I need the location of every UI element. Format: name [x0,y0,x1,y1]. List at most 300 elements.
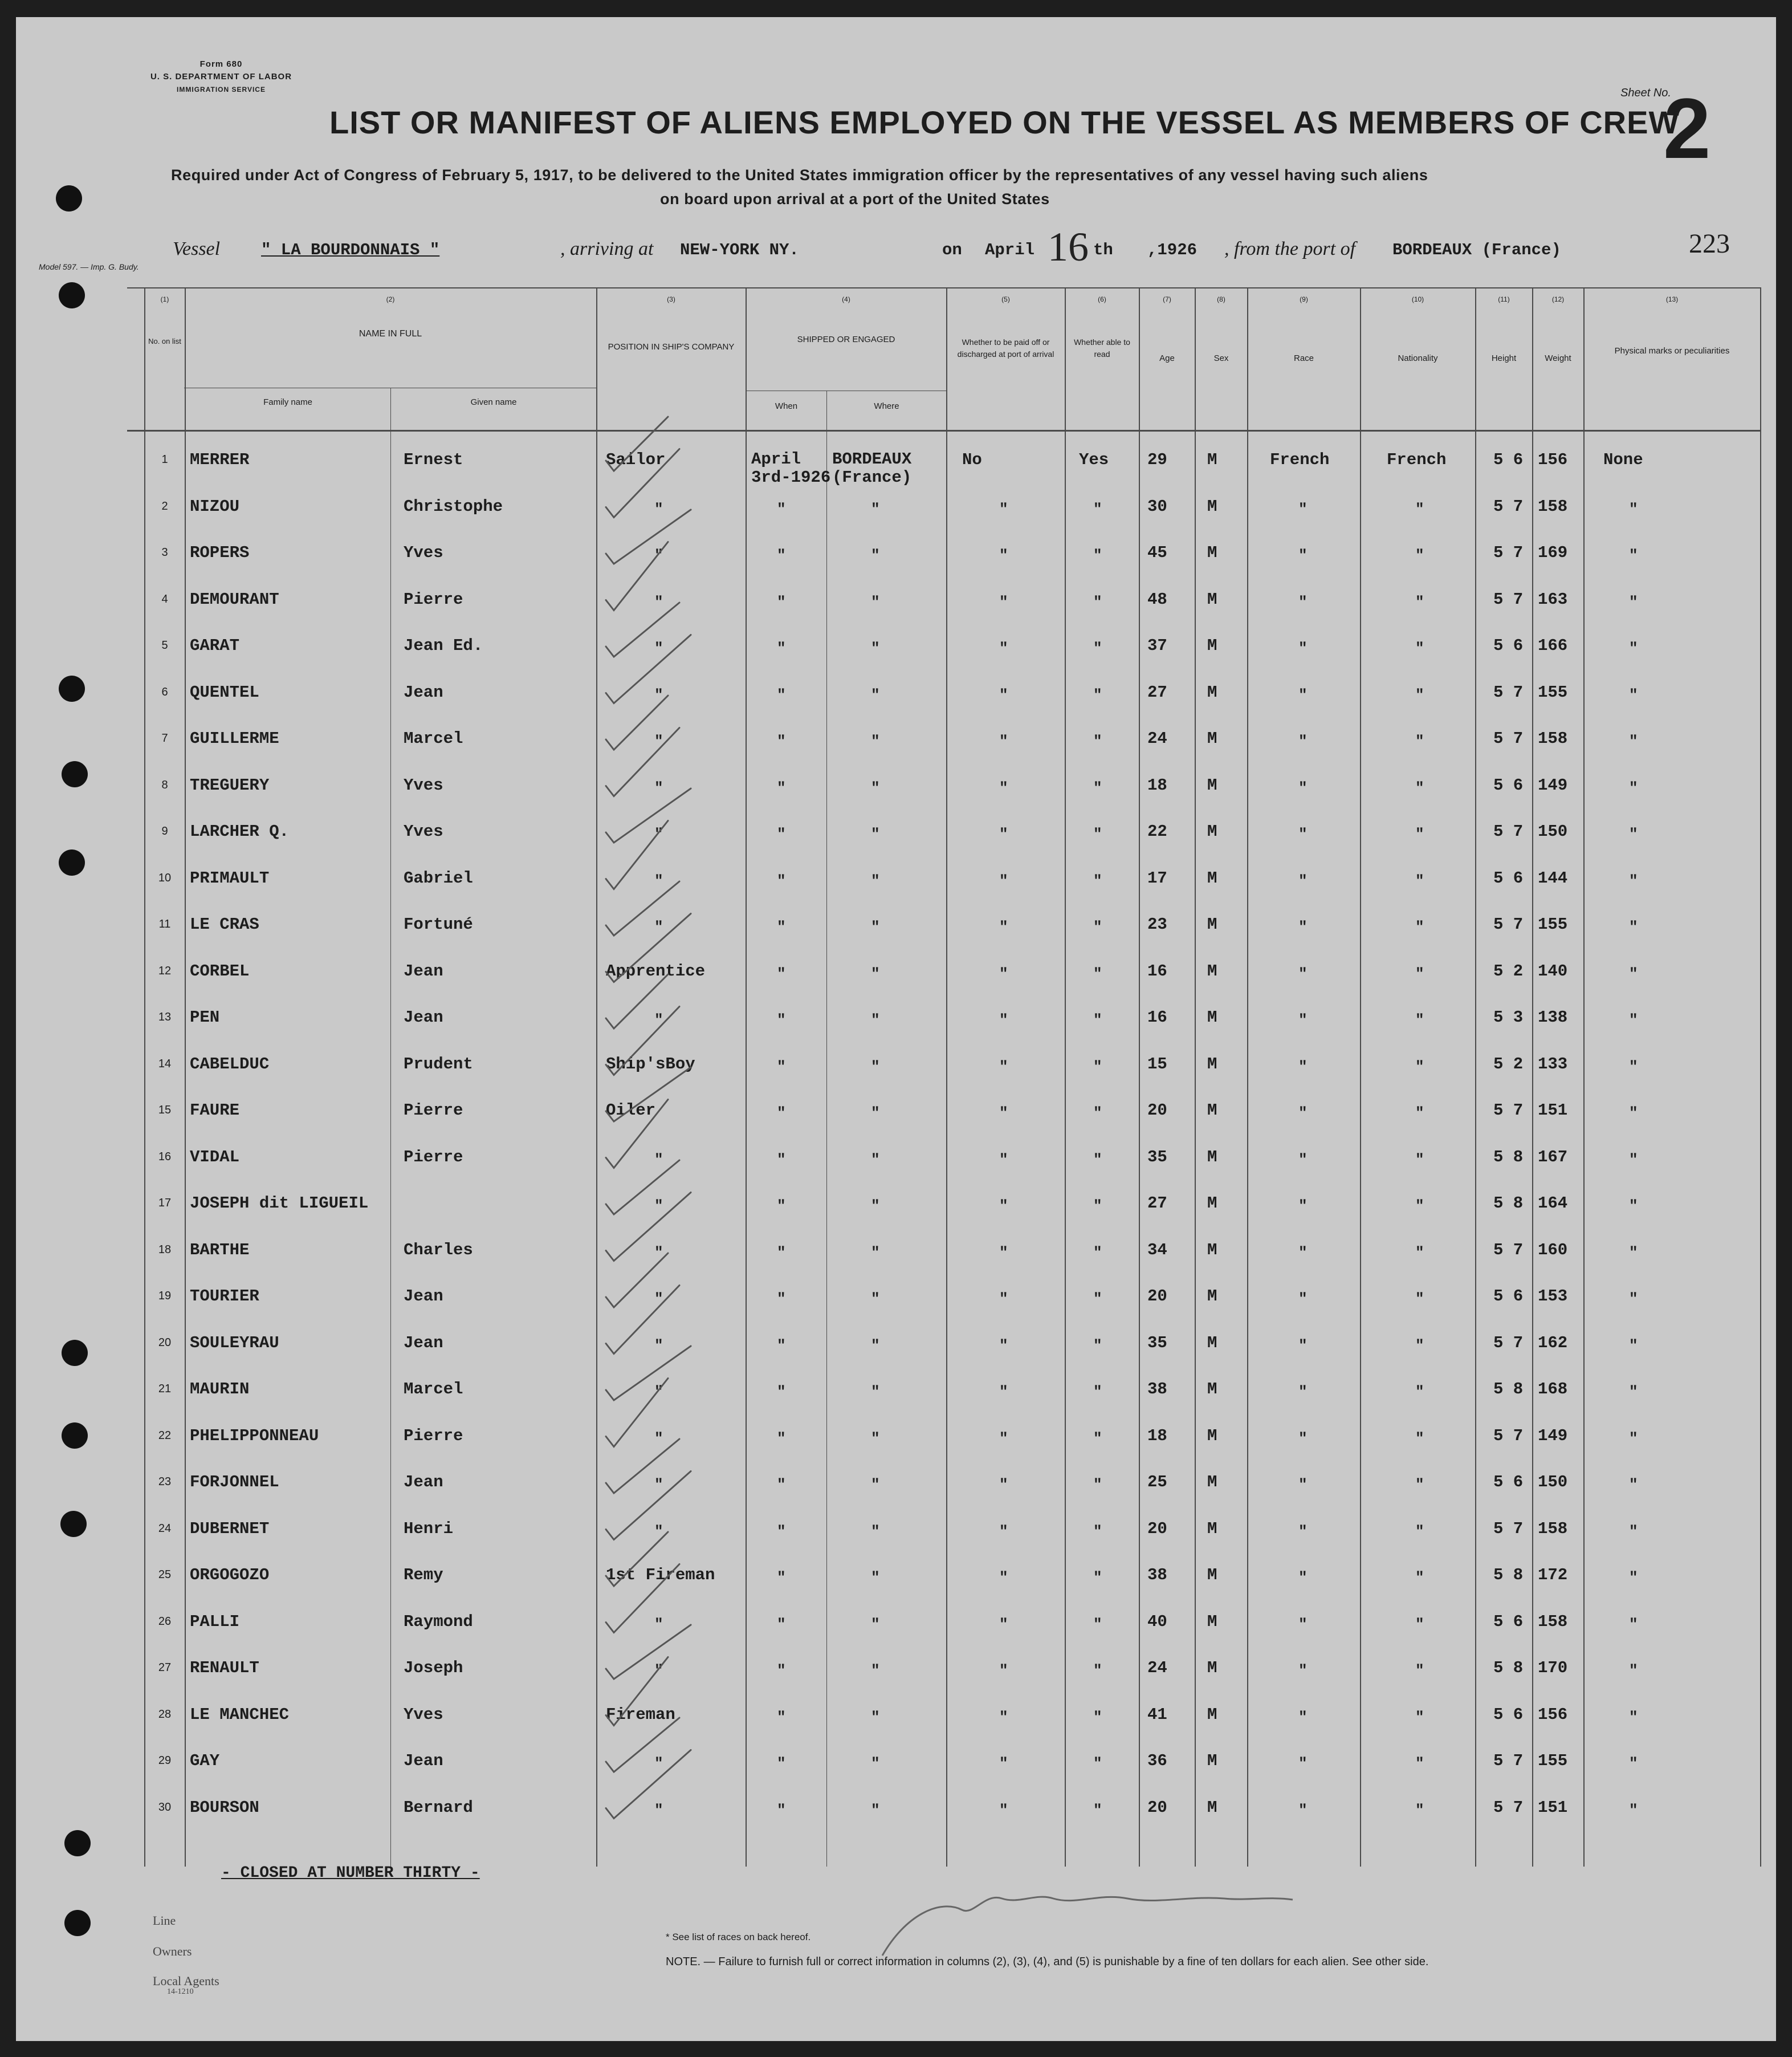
arrival-year: ,1926 [1147,241,1198,259]
family-name: BARTHE [190,1240,250,1259]
height: 5 8 [1493,1566,1524,1584]
weight: 172 [1538,1566,1568,1584]
height: 5 7 [1493,543,1524,562]
col-3-label: POSITION IN SHIP'S COMPANY [608,342,735,352]
position: Sailor [606,450,666,469]
ditto-mark: " [777,1197,786,1214]
family-name: MAURIN [190,1380,250,1399]
family-name: PEN [190,1008,220,1027]
ditto-mark: " [1629,1615,1638,1633]
ditto-mark: " [654,1615,663,1633]
ditto-mark: " [654,1151,663,1168]
ditto-mark: " [777,733,786,750]
sex: M [1207,1612,1217,1631]
sex: M [1207,1658,1217,1677]
ditto-mark: " [777,1615,786,1633]
ditto-mark: " [999,500,1008,518]
ditto-mark: " [1415,1801,1424,1819]
weight: 155 [1538,682,1568,702]
weight: 170 [1538,1658,1568,1677]
height: 5 7 [1493,1751,1524,1770]
ditto-mark: " [999,1429,1008,1447]
height: 5 3 [1493,1008,1524,1027]
sex: M [1207,1705,1217,1724]
age: 30 [1147,497,1167,516]
ditto-mark: " [999,1662,1008,1679]
row-number: 4 [161,592,168,605]
ditto-mark: " [777,779,786,796]
footer-line-label: Line [153,1913,176,1928]
ditto-mark: " [1629,1383,1638,1400]
age: 25 [1147,1473,1167,1491]
family-name: LE CRAS [190,915,259,934]
given-name: Fortuné [404,915,473,934]
sex: M [1207,636,1217,655]
weight: 158 [1538,1612,1568,1631]
ditto-mark: " [1415,1290,1424,1307]
ditto-mark: " [777,1336,786,1354]
ditto-mark: " [1298,1429,1308,1447]
ditto-mark: " [871,1522,880,1540]
ditto-mark: " [1093,1708,1102,1726]
ditto-mark: " [871,1011,880,1028]
col-2-given-name: Given name [470,397,517,407]
ditto-mark: " [777,872,786,889]
col-10-label: Nationality [1398,353,1438,363]
age: 34 [1147,1240,1167,1259]
age: 37 [1147,636,1167,655]
row-number: 23 [158,1475,172,1488]
position: Fireman [606,1705,675,1724]
given-name: Jean [404,682,443,702]
ditto-mark: " [1629,1290,1638,1307]
family-name: NIZOU [190,497,240,516]
ditto-mark: " [1629,1569,1638,1586]
family-name: DEMOURANT [190,590,279,609]
weight: 149 [1538,775,1568,795]
ditto-mark: " [654,1011,663,1028]
ditto-mark: " [1629,1755,1638,1772]
weight: 140 [1538,961,1568,981]
ditto-mark: " [1093,1801,1102,1819]
row-number: 22 [158,1429,172,1442]
paid-off: No [962,450,982,469]
age: 20 [1147,1101,1167,1120]
ditto-mark: " [1415,826,1424,843]
ditto-mark: " [1298,1755,1308,1772]
footer-race-note: * See list of races on back hereof. [666,1932,811,1942]
row-number: 5 [161,639,168,652]
arrival-day: 16 [1048,224,1089,270]
department-name: U. S. DEPARTMENT OF LABOR [150,72,292,82]
ditto-mark: " [871,826,880,843]
ditto-mark: " [1629,1243,1638,1261]
height: 5 6 [1493,1705,1524,1724]
ditto-mark: " [1093,1197,1102,1214]
height: 5 7 [1493,590,1524,609]
ditto-mark: " [777,1243,786,1261]
ditto-mark: " [1298,1104,1308,1121]
weight: 156 [1538,450,1568,469]
ditto-mark: " [1629,1476,1638,1493]
sex: M [1207,450,1217,469]
ditto-mark: " [654,779,663,796]
ditto-mark: " [871,872,880,889]
ditto-mark: " [654,640,663,657]
age: 23 [1147,915,1167,934]
col-10-index: (10) [1411,295,1424,303]
ditto-mark: " [871,640,880,657]
ditto-mark: " [871,1058,880,1075]
ditto-mark: " [1629,872,1638,889]
given-name: Ernest [404,450,463,469]
ditto-mark: " [654,500,663,518]
ditto-mark: " [999,826,1008,843]
ditto-mark: " [1093,1476,1102,1493]
weight: 133 [1538,1054,1568,1074]
row-number: 10 [158,871,172,884]
ditto-mark: " [1298,1615,1308,1633]
ditto-mark: " [999,1755,1008,1772]
age: 18 [1147,775,1167,795]
family-name: CORBEL [190,961,250,981]
col-12-index: (12) [1551,295,1565,303]
ditto-mark: " [1415,1243,1424,1261]
given-name: Yves [404,775,443,795]
sex: M [1207,1101,1217,1120]
given-name: Yves [404,1705,443,1724]
height: 5 8 [1493,1147,1524,1166]
row-number: 15 [158,1104,172,1116]
position: Oiler [606,1101,656,1120]
height: 5 6 [1493,1612,1524,1631]
ditto-mark: " [999,918,1008,936]
ditto-mark: " [654,1429,663,1447]
ditto-mark: " [1415,965,1424,982]
sex: M [1207,543,1217,562]
row-number: 7 [161,732,168,745]
arriving-label: , arriving at [560,238,654,259]
ditto-mark: " [654,1383,663,1400]
ditto-mark: " [1415,1522,1424,1540]
ditto-mark: " [871,965,880,982]
page-number: 223 [1689,229,1730,259]
requirement-line-2: on board upon arrival at a port of the United States [660,190,1050,208]
ditto-mark: " [1629,1801,1638,1819]
ditto-mark: " [777,1801,786,1819]
weight: 160 [1538,1240,1568,1259]
ditto-mark: " [1093,1522,1102,1540]
ditto-mark: " [1093,1429,1102,1447]
age: 38 [1147,1566,1167,1584]
ditto-mark: " [871,593,880,611]
age: 20 [1147,1798,1167,1817]
row-number: 2 [161,499,168,513]
height: 5 6 [1493,868,1524,888]
col-7-index: (7) [1163,295,1171,303]
ditto-mark: " [1298,640,1308,657]
ditto-mark: " [1629,779,1638,796]
footer-agents-label: Local Agents [153,1974,219,1988]
weight: 151 [1538,1798,1568,1817]
ditto-mark: " [654,872,663,889]
ditto-mark: " [1629,547,1638,564]
col-2-index: (2) [386,295,395,303]
weight: 162 [1538,1333,1568,1352]
ditto-mark: " [871,1290,880,1307]
physical-marks: None [1603,450,1643,469]
family-name: LARCHER Q. [190,822,290,841]
ditto-mark: " [777,1011,786,1028]
row-number: 9 [161,825,168,838]
ditto-mark: " [1629,1708,1638,1726]
col-5-label: Whether to be paid off or discharged at port of arrival [957,338,1054,359]
col-11-label: Height [1491,353,1517,363]
age: 24 [1147,729,1167,748]
age: 38 [1147,1380,1167,1399]
col-13-label: Physical marks or peculiarities [1614,346,1730,356]
col-3-index: (3) [667,295,675,303]
ditto-mark: " [777,1151,786,1168]
ditto-mark: " [1415,1058,1424,1075]
ditto-mark: " [1298,500,1308,518]
ditto-mark: " [999,593,1008,611]
weight: 153 [1538,1287,1568,1306]
row-number: 6 [161,685,168,698]
ditto-mark: " [654,1476,663,1493]
ditto-mark: " [1629,1429,1638,1447]
ditto-mark: " [1093,1243,1102,1261]
ditto-mark: " [1415,1151,1424,1168]
ditto-mark: " [654,547,663,564]
sex: M [1207,1194,1217,1213]
ditto-mark: " [654,1801,663,1819]
row-number: 18 [158,1243,172,1256]
ditto-mark: " [871,1243,880,1261]
family-name: TREGUERY [190,775,270,795]
ditto-mark: " [1298,918,1308,936]
row-number: 26 [158,1615,172,1628]
ditto-mark: " [999,640,1008,657]
sex: M [1207,1426,1217,1445]
ditto-mark: " [777,1290,786,1307]
ditto-mark: " [871,1708,880,1726]
position: 1st Fireman [606,1566,715,1584]
ditto-mark: " [654,1522,663,1540]
col-6-label: Whether able to read [1074,338,1130,359]
ditto-mark: " [1093,826,1102,843]
age: 27 [1147,1194,1167,1213]
requirement-line-1: Required under Act of Congress of February 5, 1917, to be delivered to the United States immigration officer by the representatives of any vessel having such aliens [171,166,1428,184]
weight: 168 [1538,1380,1568,1399]
col-2-family-name: Family name [263,397,312,407]
sex: M [1207,868,1217,888]
age: 41 [1147,1705,1167,1724]
ditto-mark: " [999,1197,1008,1214]
row-number: 20 [158,1336,172,1349]
ditto-mark: " [1093,547,1102,564]
col-2-label: NAME IN FULL [359,329,422,339]
ditto-mark: " [1298,733,1308,750]
ditto-mark: " [654,686,663,704]
ditto-mark: " [1415,872,1424,889]
ditto-mark: " [1298,1336,1308,1354]
ditto-mark: " [654,1197,663,1214]
ditto-mark: " [999,547,1008,564]
height: 5 8 [1493,1380,1524,1399]
ditto-mark: " [1298,1522,1308,1540]
ditto-mark: " [1093,733,1102,750]
given-name: Pierre [404,1101,463,1120]
sex: M [1207,961,1217,981]
ditto-mark: " [999,1243,1008,1261]
ditto-mark: " [1093,1662,1102,1679]
ditto-mark: " [1629,1662,1638,1679]
footer-owners-label: Owners [153,1944,192,1958]
ditto-mark: " [1093,593,1102,611]
signature-scribble [882,1897,1293,1956]
weight: 158 [1538,497,1568,516]
ditto-mark: " [871,733,880,750]
ditto-mark: " [1298,1011,1308,1028]
weight: 156 [1538,1705,1568,1724]
row-number: 3 [161,546,168,559]
ditto-mark: " [1415,1336,1424,1354]
ditto-mark: " [871,500,880,518]
age: 35 [1147,1147,1167,1166]
sex: M [1207,729,1217,748]
weight: 164 [1538,1194,1568,1213]
given-name: Henri [404,1519,454,1538]
family-name: GAY [190,1751,220,1770]
ditto-mark: " [777,1429,786,1447]
form-number: Form 680 [199,59,243,69]
given-name: Joseph [404,1658,463,1677]
ditto-mark: " [654,1336,663,1354]
ditto-mark: " [777,593,786,611]
ditto-mark: " [1298,1197,1308,1214]
family-name: DUBERNET [190,1519,270,1538]
col-4-where: Where [874,401,899,411]
ditto-mark: " [1298,1662,1308,1679]
ditto-mark: " [999,1801,1008,1819]
age: 16 [1147,961,1167,981]
family-name: PHELIPPONNEAU [190,1426,319,1445]
ditto-mark: " [1298,1151,1308,1168]
given-name: Yves [404,822,443,841]
ditto-mark: " [871,1476,880,1493]
ditto-mark: " [1415,640,1424,657]
given-name: Marcel [404,1380,463,1399]
ditto-mark: " [777,965,786,982]
ditto-mark: " [871,1429,880,1447]
ditto-mark: " [871,1197,880,1214]
on-label: on [942,241,962,259]
ditto-mark: " [654,593,663,611]
given-name: Bernard [404,1798,473,1817]
ditto-mark: " [777,1104,786,1121]
ditto-mark: " [1415,593,1424,611]
departure-port: BORDEAUX (France) [1392,241,1561,259]
ditto-mark: " [777,640,786,657]
weight: 158 [1538,1519,1568,1538]
given-name: Jean [404,1333,443,1352]
ditto-mark: " [1629,965,1638,982]
row-number: 12 [158,964,172,977]
family-name: FORJONNEL [190,1473,279,1491]
weight: 166 [1538,636,1568,655]
ditto-mark: " [1629,1104,1638,1121]
sex: M [1207,1147,1217,1166]
age: 20 [1147,1287,1167,1306]
sex: M [1207,822,1217,841]
ditto-mark: " [654,1662,663,1679]
weight: 144 [1538,868,1568,888]
family-name: BOURSON [190,1798,259,1817]
row-number: 19 [158,1290,172,1302]
ditto-mark: " [999,1569,1008,1586]
ditto-mark: " [1298,1569,1308,1586]
family-name: GUILLERME [190,729,279,748]
col-4-when: When [775,401,798,411]
ditto-mark: " [654,1755,663,1772]
col-4-index: (4) [842,295,850,303]
ditto-mark: " [777,1058,786,1075]
sex: M [1207,1751,1217,1770]
height: 5 7 [1493,1240,1524,1259]
ditto-mark: " [1298,826,1308,843]
ditto-mark: " [654,918,663,936]
age: 35 [1147,1333,1167,1352]
weight: 150 [1538,1473,1568,1491]
ditto-mark: " [1093,500,1102,518]
given-name: Charles [404,1240,473,1259]
ditto-mark: " [1415,1383,1424,1400]
ditto-mark: " [777,1569,786,1586]
ditto-mark: " [871,1336,880,1354]
ditto-mark: " [1298,1243,1308,1261]
sex: M [1207,682,1217,702]
sex: M [1207,590,1217,609]
height: 5 6 [1493,775,1524,795]
ditto-mark: " [777,826,786,843]
ditto-mark: " [1093,1104,1102,1121]
ditto-mark: " [871,918,880,936]
ditto-mark: " [1298,1058,1308,1075]
height: 5 7 [1493,497,1524,516]
ditto-mark: " [1093,1290,1102,1307]
family-name: SOULEYRAU [190,1333,279,1352]
age: 29 [1147,450,1167,469]
age: 22 [1147,822,1167,841]
height: 5 7 [1493,1519,1524,1538]
ditto-mark: " [777,1708,786,1726]
given-name: Jean Ed. [404,636,483,655]
ditto-mark: " [871,1755,880,1772]
given-name: Jean [404,961,443,981]
given-name: Raymond [404,1612,473,1631]
height: 5 6 [1493,1287,1524,1306]
ditto-mark: " [871,1662,880,1679]
row-number: 13 [158,1011,172,1023]
position: Ship'sBoy [606,1054,695,1074]
given-name: Jean [404,1751,443,1770]
ditto-mark: " [1298,1708,1308,1726]
age: 48 [1147,590,1167,609]
family-name: QUENTEL [190,682,259,702]
ditto-mark: " [999,1615,1008,1633]
ditto-mark: " [999,1522,1008,1540]
